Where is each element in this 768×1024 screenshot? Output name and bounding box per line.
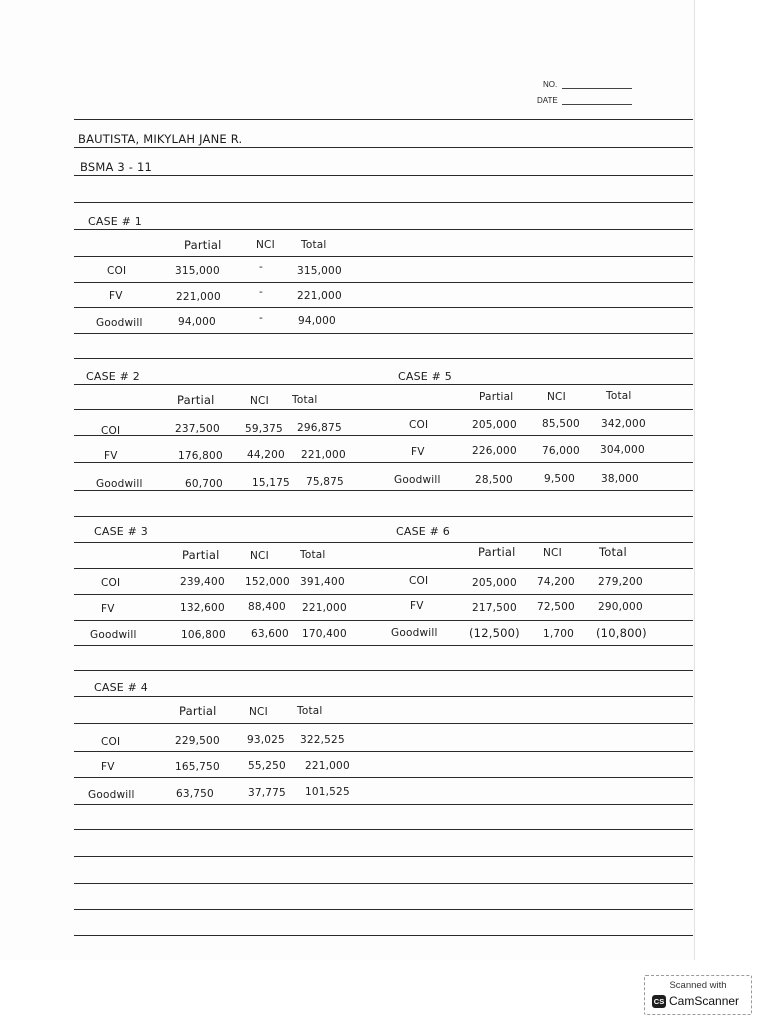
case-5-header-partial: Partial	[479, 391, 514, 403]
case-1-row-label: FV	[109, 290, 123, 302]
case-4-title: CASE # 4	[94, 681, 148, 694]
case-3-row-total: 391,400	[300, 576, 345, 588]
ruled-line	[74, 435, 693, 436]
ruled-line	[74, 175, 693, 176]
case-4-row-total: 322,525	[300, 734, 345, 746]
case-5-row-total: 342,000	[601, 418, 646, 430]
ruled-line	[74, 490, 693, 491]
case-5-row-nci: 76,000	[542, 445, 580, 457]
case-3-row-label: FV	[101, 603, 115, 615]
case-2-header-nci: NCI	[250, 395, 269, 407]
case-1-row-total: 221,000	[297, 290, 342, 302]
ruled-line	[74, 804, 693, 805]
case-6-row-total: (10,800)	[596, 626, 647, 640]
ruled-line	[74, 935, 693, 936]
case-1-row-total: 94,000	[298, 315, 336, 327]
case-2-row-partial: 176,800	[178, 450, 223, 462]
case-2-header-partial: Partial	[177, 393, 215, 407]
ruled-line	[74, 829, 693, 830]
case-6-row-total: 279,200	[598, 576, 643, 588]
case-2-row-nci: 59,375	[245, 423, 283, 435]
ruled-line	[74, 358, 693, 359]
ruled-line	[74, 333, 693, 334]
ruled-line	[74, 723, 693, 724]
no-label: NO.	[543, 80, 558, 89]
case-3-row-partial: 132,600	[180, 602, 225, 614]
ruled-line	[74, 670, 693, 671]
case-2-row-total: 221,000	[301, 449, 346, 461]
ruled-line	[74, 542, 693, 543]
case-1-title: CASE # 1	[88, 215, 142, 228]
case-1-header-partial: Partial	[184, 238, 222, 252]
case-2-row-partial: 237,500	[175, 423, 220, 435]
case-3-header-nci: NCI	[250, 550, 269, 562]
date-label: DATE	[537, 96, 558, 105]
case-6-header-nci: NCI	[543, 547, 562, 559]
ruled-line	[74, 282, 693, 283]
ruled-line	[74, 147, 693, 148]
case-2-title: CASE # 2	[86, 370, 140, 383]
case-5-row-partial: 28,500	[475, 474, 513, 486]
case-2-row-partial: 60,700	[185, 478, 223, 490]
case-4-header-total: Total	[297, 705, 323, 717]
case-6-row-label: Goodwill	[391, 627, 438, 639]
case-2-row-label: FV	[104, 450, 118, 462]
case-5-header-nci: NCI	[547, 391, 566, 403]
case-1-row-nci: -	[259, 286, 263, 298]
case-3-row-label: COI	[101, 577, 121, 589]
case-6-row-label: COI	[409, 575, 429, 587]
ruled-line	[74, 696, 693, 697]
no-line	[562, 88, 632, 89]
case-4-row-nci: 93,025	[247, 734, 285, 746]
case-2-row-nci: 44,200	[247, 449, 285, 461]
case-5-row-label: COI	[409, 419, 429, 431]
case-2-row-label: COI	[101, 425, 121, 437]
case-4-row-nci: 55,250	[248, 760, 286, 772]
ruled-line	[74, 202, 693, 203]
case-1-row-total: 315,000	[297, 265, 342, 277]
case-4-row-partial: 229,500	[175, 735, 220, 747]
ruled-line	[74, 645, 693, 646]
case-5-row-total: 38,000	[601, 473, 639, 485]
case-4-row-partial: 63,750	[176, 788, 214, 800]
camscanner-watermark	[644, 975, 752, 1015]
case-1-header-total: Total	[301, 239, 327, 251]
watermark-brand: CamScanner	[669, 994, 740, 1008]
case-4-row-total: 221,000	[305, 760, 350, 772]
ruled-line	[74, 909, 693, 910]
watermark-caption: Scanned with	[669, 980, 727, 991]
case-1-row-partial: 221,000	[176, 291, 221, 303]
case-5-row-label: Goodwill	[394, 474, 441, 486]
ruled-line	[74, 856, 693, 857]
case-5-title: CASE # 5	[398, 370, 452, 383]
case-3-title: CASE # 3	[94, 525, 148, 538]
case-5-row-partial: 205,000	[472, 419, 517, 431]
ruled-line	[74, 594, 693, 595]
student-name: BAUTISTA, MIKYLAH JANE R.	[78, 132, 243, 146]
ruled-line	[74, 568, 693, 569]
ruled-line	[74, 777, 693, 778]
ruled-line	[74, 384, 693, 385]
ruled-line	[74, 516, 693, 517]
ruled-line	[74, 119, 693, 120]
case-2-row-total: 296,875	[297, 422, 342, 434]
case-6-row-nci: 72,500	[537, 601, 575, 613]
case-1-row-nci: -	[259, 312, 263, 324]
case-5-row-label: FV	[411, 446, 425, 458]
case-5-row-total: 304,000	[600, 444, 645, 456]
case-4-row-nci: 37,775	[248, 787, 286, 799]
case-6-header-total: Total	[599, 545, 627, 559]
case-3-row-partial: 239,400	[180, 576, 225, 588]
case-6-row-label: FV	[410, 600, 424, 612]
ruled-line	[74, 229, 693, 230]
date-line	[562, 104, 632, 105]
case-5-header-total: Total	[606, 390, 632, 402]
case-6-header-partial: Partial	[478, 545, 516, 559]
case-2-row-nci: 15,175	[252, 477, 290, 489]
case-2-header-total: Total	[292, 394, 318, 406]
case-4-header-partial: Partial	[179, 704, 217, 718]
student-section: BSMA 3 - 11	[80, 160, 153, 174]
case-2-row-total: 75,875	[306, 476, 344, 488]
case-5-row-nci: 9,500	[544, 473, 576, 485]
case-5-row-partial: 226,000	[472, 445, 517, 457]
case-6-row-nci: 1,700	[543, 628, 575, 640]
ruled-line	[74, 256, 693, 257]
case-3-row-label: Goodwill	[90, 629, 137, 641]
case-6-row-partial: (12,500)	[469, 626, 520, 640]
ruled-line	[74, 307, 693, 308]
case-1-row-label: Goodwill	[96, 317, 143, 329]
case-4-row-label: FV	[101, 761, 115, 773]
case-1-header-nci: NCI	[256, 239, 275, 251]
case-3-header-total: Total	[300, 549, 326, 561]
ruled-line	[74, 751, 693, 752]
case-1-row-nci: -	[259, 261, 263, 273]
case-3-row-total: 221,000	[302, 602, 347, 614]
case-4-row-label: Goodwill	[88, 789, 135, 801]
case-4-row-label: COI	[101, 736, 121, 748]
case-4-row-total: 101,525	[305, 786, 350, 798]
case-1-row-partial: 315,000	[175, 265, 220, 277]
case-1-row-partial: 94,000	[178, 316, 216, 328]
ruled-line	[74, 462, 693, 463]
case-6-row-nci: 74,200	[537, 576, 575, 588]
ruled-line	[74, 883, 693, 884]
case-3-row-nci: 88,400	[248, 601, 286, 613]
case-6-row-partial: 217,500	[472, 602, 517, 614]
case-6-title: CASE # 6	[396, 525, 450, 538]
case-4-row-partial: 165,750	[175, 761, 220, 773]
case-1-row-label: COI	[107, 265, 127, 277]
case-6-row-total: 290,000	[598, 601, 643, 613]
case-5-row-nci: 85,500	[542, 418, 580, 430]
case-3-row-nci: 63,600	[251, 628, 289, 640]
ruled-line	[74, 620, 693, 621]
case-3-header-partial: Partial	[182, 548, 220, 562]
case-4-header-nci: NCI	[249, 706, 268, 718]
camscanner-logo-icon: CS	[653, 997, 665, 1006]
case-6-row-partial: 205,000	[472, 577, 517, 589]
case-3-row-total: 170,400	[302, 628, 347, 640]
case-3-row-nci: 152,000	[245, 576, 290, 588]
case-3-row-partial: 106,800	[181, 629, 226, 641]
case-2-row-label: Goodwill	[96, 478, 143, 490]
ruled-line	[74, 409, 693, 410]
